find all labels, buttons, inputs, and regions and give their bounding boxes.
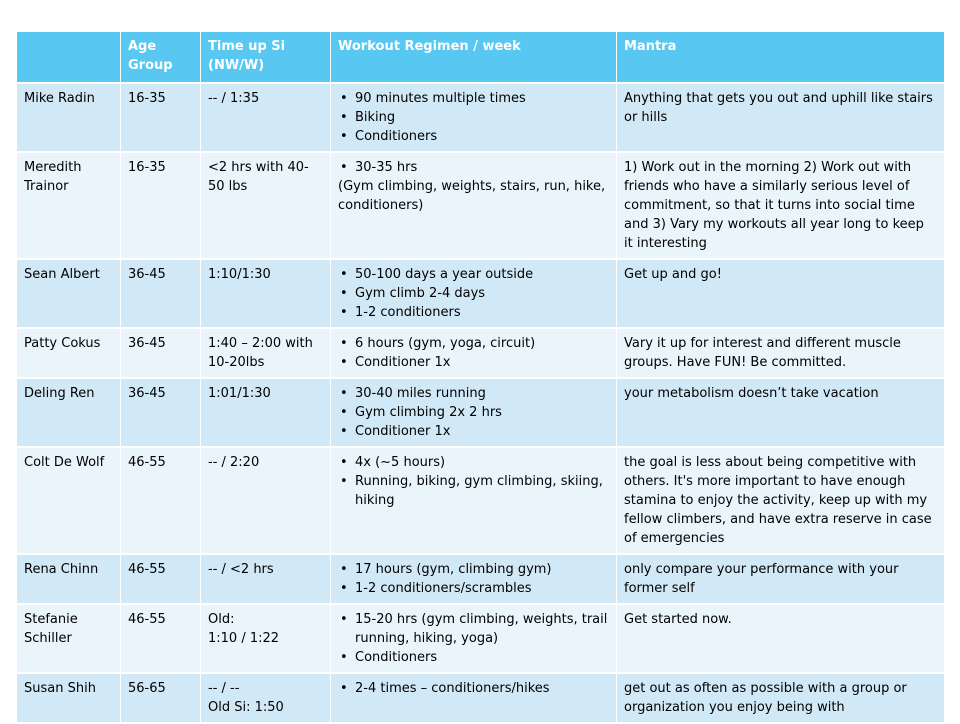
- cell-time-up-si: -- / 2:20: [201, 448, 331, 555]
- regimen-list: [338, 265, 609, 322]
- table-row: [17, 153, 944, 260]
- regimen-note: (Gym climbing, weights, stairs, run, hike, conditioners): [338, 179, 606, 213]
- regimen-item: • Running, biking, gym climbing, skiing, hiking: [338, 472, 609, 510]
- cell-mantra: Anything that gets you out and uphill like stairs or hills: [617, 84, 944, 153]
- cell-workout-regimen: [331, 555, 617, 605]
- cell-mantra: Get started now.: [617, 605, 944, 674]
- regimen-list: [338, 679, 609, 698]
- cell-time-up-si: 1:40 – 2:00 with 10-20lbs: [201, 329, 331, 379]
- cell-age-group: 46-55: [121, 448, 201, 555]
- cell-time-up-si: <2 hrs with 40-50 lbs: [201, 153, 331, 260]
- cell-mantra: Vary it up for interest and different muscle groups. Have FUN! Be committed.: [617, 329, 944, 379]
- cell-name: Deling Ren: [17, 379, 121, 448]
- cell-time-up-si: -- / -- Old Si: 1:50: [201, 674, 331, 724]
- regimen-item: • 30-40 miles running: [338, 384, 609, 403]
- regimen-item: • 4x (~5 hours): [338, 453, 609, 472]
- cell-name: Patty Cokus: [17, 329, 121, 379]
- cell-workout-regimen: [331, 84, 617, 153]
- cell-age-group: 16-35: [121, 84, 201, 153]
- table-row: [17, 448, 944, 555]
- cell-name: Mike Radin: [17, 84, 121, 153]
- header-mantra: Mantra: [617, 32, 944, 84]
- header-age-group: Age Group: [121, 32, 201, 84]
- cell-name: Meredith Trainor: [17, 153, 121, 260]
- cell-time-up-si: -- / <2 hrs: [201, 555, 331, 605]
- regimen-item: • 1-2 conditioners: [338, 303, 609, 322]
- table-row: [17, 329, 944, 379]
- cell-age-group: 46-55: [121, 605, 201, 674]
- cell-workout-regimen: [331, 153, 617, 260]
- cell-mantra: the goal is less about being competitive with others. It's more important to have enough stamina to enjoy the activity, keep up with my fellow climbers, and have extra reserve in case of emergencies: [617, 448, 944, 555]
- regimen-item: • 90 minutes multiple times: [338, 89, 609, 108]
- regimen-item: • 17 hours (gym, climbing gym): [338, 560, 609, 579]
- table-row: [17, 260, 944, 329]
- cell-workout-regimen: [331, 448, 617, 555]
- cell-age-group: 36-45: [121, 329, 201, 379]
- cell-workout-regimen: [331, 329, 617, 379]
- regimen-item: • Gym climb 2-4 days: [338, 284, 609, 303]
- cell-age-group: 16-35: [121, 153, 201, 260]
- cell-time-up-si: 1:10/1:30: [201, 260, 331, 329]
- regimen-item: • Conditioners: [338, 127, 609, 146]
- cell-mantra: only compare your performance with your former self: [617, 555, 944, 605]
- regimen-item: • Conditioners: [338, 648, 609, 667]
- header-name: [17, 32, 121, 84]
- cell-age-group: 36-45: [121, 379, 201, 448]
- regimen-list: [338, 89, 609, 146]
- cell-name: Rena Chinn: [17, 555, 121, 605]
- regimen-list: [338, 610, 609, 667]
- cell-time-up-si: -- / 1:35: [201, 84, 331, 153]
- cell-workout-regimen: [331, 674, 617, 724]
- regimen-item: • 2-4 times – conditioners/hikes: [338, 679, 609, 698]
- regimen-item: • 50-100 days a year outside: [338, 265, 609, 284]
- regimen-item: • Biking: [338, 108, 609, 127]
- table-row: [17, 605, 944, 674]
- cell-age-group: 56-65: [121, 674, 201, 724]
- table-header-row: [17, 32, 944, 84]
- regimen-list: [338, 384, 609, 441]
- regimen-list: [338, 334, 609, 372]
- cell-age-group: 46-55: [121, 555, 201, 605]
- cell-time-up-si: 1:01/1:30: [201, 379, 331, 448]
- cell-mantra: your metabolism doesn’t take vacation: [617, 379, 944, 448]
- cell-time-up-si: Old: 1:10 / 1:22: [201, 605, 331, 674]
- cell-name: Sean Albert: [17, 260, 121, 329]
- regimen-list: [338, 453, 609, 510]
- regimen-item: • Conditioner 1x: [338, 353, 609, 372]
- regimen-item: • 6 hours (gym, yoga, circuit): [338, 334, 609, 353]
- regimen-list: [338, 560, 609, 598]
- cell-mantra: 1) Work out in the morning 2) Work out with friends who have a similarly serious level of commitment, so that it turns into social time and 3) Vary my workouts all year long to keep it interesting: [617, 153, 944, 260]
- table-row: [17, 674, 944, 724]
- header-workout-regimen: Workout Regimen / week: [331, 32, 617, 84]
- table-row: [17, 379, 944, 448]
- regimen-list: [338, 158, 609, 177]
- cell-mantra: Get up and go!: [617, 260, 944, 329]
- regimen-item: • Conditioner 1x: [338, 422, 609, 441]
- table-row: [17, 84, 944, 153]
- cell-mantra: get out as often as possible with a group or organization you enjoy being with: [617, 674, 944, 724]
- cell-name: Susan Shih: [17, 674, 121, 724]
- regimen-item: • 30-35 hrs: [338, 158, 609, 177]
- cell-workout-regimen: [331, 260, 617, 329]
- workout-table: [17, 32, 944, 724]
- regimen-item: • 15-20 hrs (gym climbing, weights, trail running, hiking, yoga): [338, 610, 609, 648]
- cell-workout-regimen: [331, 379, 617, 448]
- regimen-item: • Gym climbing 2x 2 hrs: [338, 403, 609, 422]
- cell-workout-regimen: [331, 605, 617, 674]
- regimen-item: • 1-2 conditioners/scrambles: [338, 579, 609, 598]
- cell-name: Stefanie Schiller: [17, 605, 121, 674]
- cell-name: Colt De Wolf: [17, 448, 121, 555]
- cell-age-group: 36-45: [121, 260, 201, 329]
- table-row: [17, 555, 944, 605]
- header-time-up-si: Time up Si (NW/W): [201, 32, 331, 84]
